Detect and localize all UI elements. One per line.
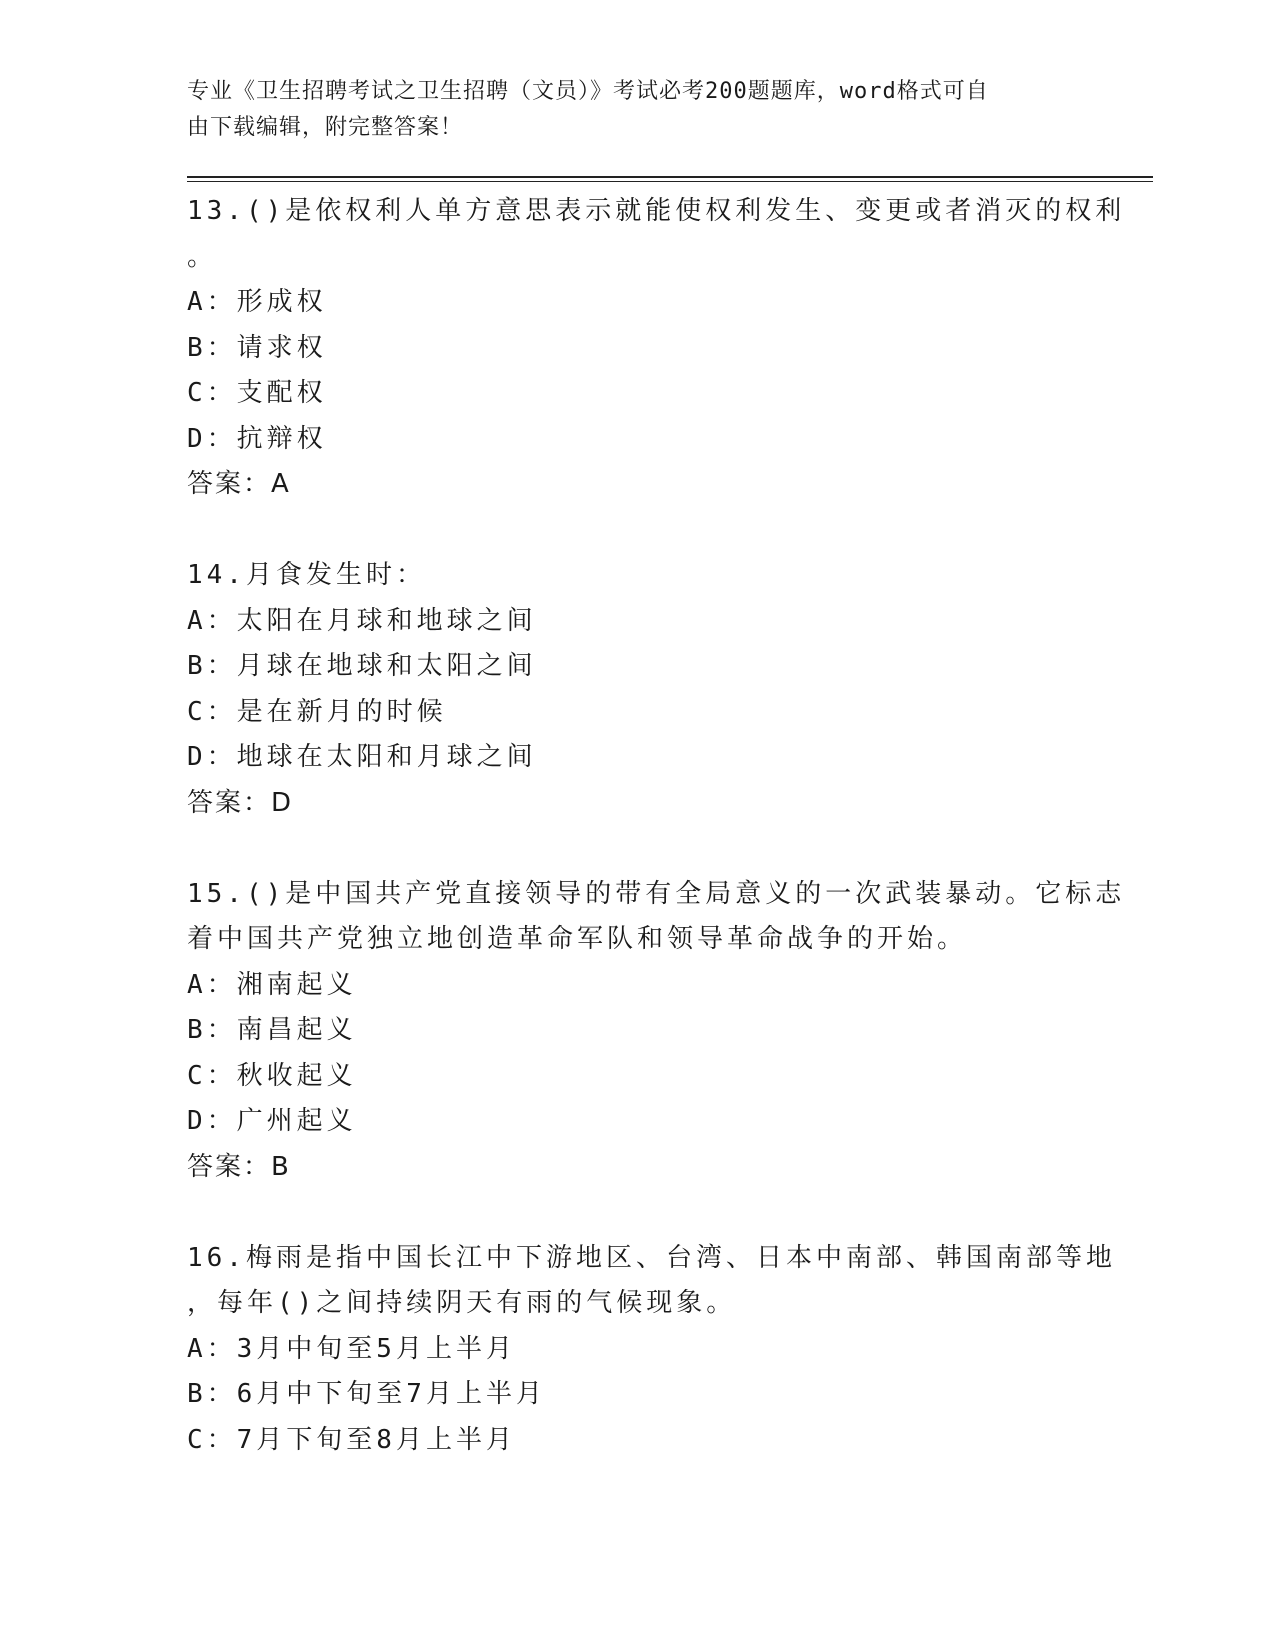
option-b: B：月球在地球和太阳之间 (187, 651, 537, 681)
option-d: D：地球在太阳和月球之间 (187, 742, 537, 772)
option-d: D：广州起义 (187, 1106, 357, 1136)
option-a: A：太阳在月球和地球之间 (187, 605, 537, 636)
answer: 答案：D (187, 787, 294, 818)
question-text: 14.月食发生时： (187, 560, 426, 590)
document-header (187, 74, 1067, 146)
question-list (187, 189, 1126, 1463)
option-a: A：3月中旬至5月上半月 (187, 1333, 516, 1364)
option-b: B：6月中下旬至7月上半月 (187, 1379, 546, 1409)
answer: 答案：A (187, 469, 291, 499)
question-13 (187, 189, 1126, 508)
spacer (187, 508, 1087, 554)
header-line-2: 由下载编辑，附完整答案！ (187, 115, 464, 140)
question-text: 16.梅雨是指中国长江中下游地区、台湾、日本中南部、韩国南部等地 (187, 1242, 1116, 1273)
option-c: C：7月下旬至8月上半月 (187, 1424, 516, 1455)
question-14 (187, 553, 1087, 826)
option-c: C：是在新月的时候 (187, 696, 447, 727)
question-15 (187, 872, 1126, 1191)
header-divider-thin (187, 181, 1153, 182)
question-text: 13.()是依权利人单方意思表示就能使权利发生、变更或者消灭的权利 (187, 196, 1126, 226)
option-b: B：南昌起义 (187, 1015, 357, 1045)
option-d: D：抗辩权 (187, 423, 327, 454)
option-a: A：形成权 (187, 287, 327, 317)
option-c: C：支配权 (187, 378, 327, 408)
spacer (187, 1190, 1087, 1236)
spacer (187, 826, 1087, 872)
option-b: B：请求权 (187, 332, 327, 363)
option-c: C：秋收起义 (187, 1060, 357, 1091)
header-line-1: 专业《卫生招聘考试之卫生招聘（文员）》考试必考200题题库，word格式可自 (187, 79, 989, 104)
question-text: ，每年()之间持续阴天有雨的气候现象。 (187, 1288, 737, 1318)
question-16 (187, 1236, 1116, 1464)
header-divider-thick (187, 176, 1153, 178)
option-a: A：湘南起义 (187, 969, 357, 1000)
question-text: 着中国共产党独立地创造革命军队和领导革命战争的开始。 (187, 924, 968, 954)
answer: 答案：B (187, 1151, 291, 1182)
question-text: 。 (187, 241, 218, 272)
question-text: 15.()是中国共产党直接领导的带有全局意义的一次武装暴动。它标志 (187, 878, 1126, 909)
